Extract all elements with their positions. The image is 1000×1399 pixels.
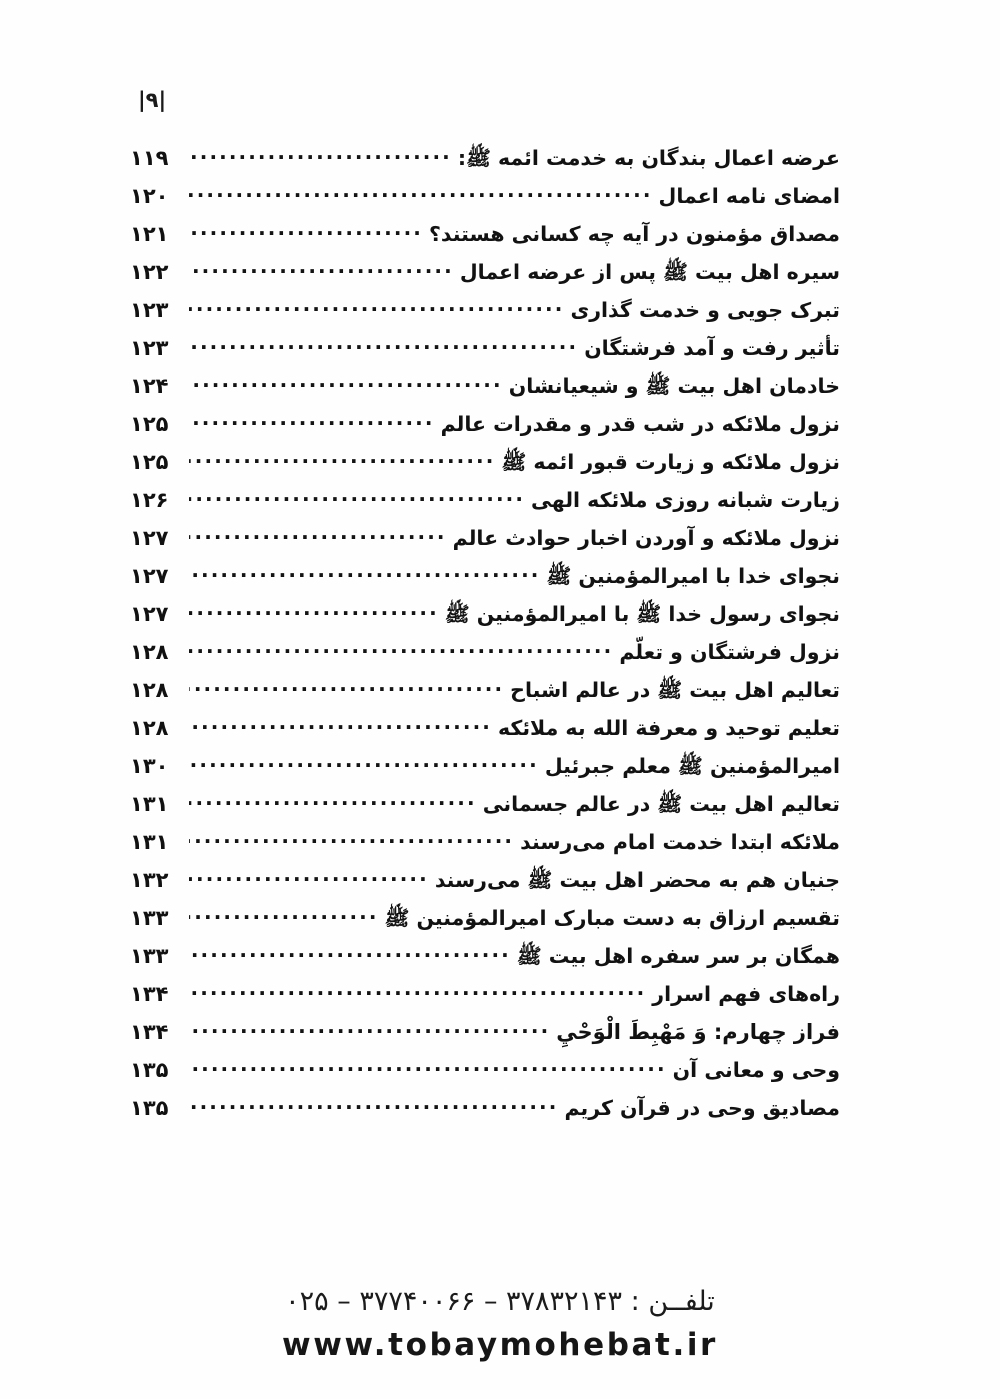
- toc-entry-page-number: ۱۲۸: [130, 640, 169, 664]
- toc-entry[interactable]: [130, 450, 840, 488]
- toc-entry[interactable]: [130, 298, 840, 336]
- toc-entry[interactable]: [130, 564, 840, 602]
- toc-entry[interactable]: [130, 184, 840, 222]
- toc-entry-title: نجوای خدا با امیرالمؤمنین ﷺ: [546, 564, 840, 588]
- toc-entry[interactable]: [130, 716, 840, 754]
- toc-entry-title: جنیان هم به محضر اهل بیت ﷺ می‌رسند: [434, 868, 840, 892]
- dot-leader: [189, 681, 504, 697]
- toc-entry-page-number: ۱۲۵: [130, 450, 169, 474]
- toc-entry-page-number: ۱۲۷: [130, 564, 169, 588]
- dot-leader: [189, 947, 511, 963]
- toc-entry-title: مصداق مؤمنون در آیه چه کسانی هستند؟: [428, 222, 840, 246]
- toc-entry-page-number: ۱۳۲: [130, 868, 169, 892]
- toc-entry-title: عرضه اعمال بندگان به خدمت ائمه ﷺ:: [457, 146, 840, 170]
- toc-entry-title: خادمان اهل بیت ﷺ و شیعیانشان: [508, 374, 840, 398]
- dot-leader: [189, 263, 454, 279]
- toc-entry-page-number: ۱۲۸: [130, 678, 169, 702]
- toc-entry-page-number: ۱۲۱: [130, 222, 169, 246]
- toc-entry[interactable]: [130, 678, 840, 716]
- dot-leader: [189, 339, 578, 355]
- toc-entry-title: تأثیر رفت و آمد فرشتگان: [584, 336, 840, 360]
- toc-entry-page-number: ۱۳۴: [130, 1020, 169, 1044]
- toc-entry-page-number: ۱۲۷: [130, 526, 169, 550]
- toc-entry[interactable]: [130, 1058, 840, 1096]
- dot-leader: [189, 643, 613, 659]
- toc-entry-title: زیارت شبانه روزی ملائکه الهی: [531, 488, 840, 512]
- toc-entry-page-number: ۱۲۳: [130, 298, 169, 322]
- toc-entry-title: فراز چهارم: وَ مَهْبِطَ الْوَحْيِ: [556, 1020, 840, 1044]
- dot-leader: [189, 415, 435, 431]
- toc-entry-title: امیرالمؤمنین ﷺ معلم جبرئیل: [544, 754, 840, 778]
- toc-entry-page-number: ۱۲۶: [130, 488, 169, 512]
- toc-entry-page-number: ۱۲۴: [130, 374, 169, 398]
- toc-entry[interactable]: [130, 792, 840, 830]
- toc-entry-title: نزول ملائکه در شب قدر و مقدرات عالم: [440, 412, 840, 436]
- toc-entry-page-number: ۱۲۵: [130, 412, 169, 436]
- toc-entry-page-number: ۱۳۴: [130, 982, 169, 1006]
- dot-leader: [189, 187, 653, 203]
- toc-entry-page-number: ۱۳۳: [130, 906, 169, 930]
- toc-entry[interactable]: [130, 1096, 840, 1134]
- dot-leader: [189, 567, 540, 583]
- toc-entry[interactable]: [130, 1020, 840, 1058]
- toc-entry-page-number: ۱۳۱: [130, 830, 169, 854]
- toc-entry-title: همگان بر سر سفره اهل بیت ﷺ: [516, 944, 840, 968]
- toc-entry[interactable]: [130, 640, 840, 678]
- toc-entry-page-number: ۱۳۰: [130, 754, 169, 778]
- toc-entry-page-number: ۱۳۵: [130, 1058, 169, 1082]
- dot-leader: [189, 719, 492, 735]
- toc-entry[interactable]: [130, 222, 840, 260]
- dot-leader: [189, 491, 525, 507]
- toc-entry-page-number: ۱۱۹: [130, 146, 169, 170]
- toc-entry-page-number: ۱۲۲: [130, 260, 169, 284]
- toc-entry-title: تعالیم اهل بیت ﷺ در عالم اشباح: [510, 678, 840, 702]
- toc-entry[interactable]: [130, 830, 840, 868]
- toc-entry[interactable]: [130, 906, 840, 944]
- toc-entry-title: ملائکه ابتدا خدمت امام می‌رسند: [520, 830, 840, 854]
- toc-entry-title: راه‌های فهم اسرار: [652, 982, 840, 1006]
- toc-entry-title: تقسیم ارزاق به دست مبارک امیرالمؤمنین ﷺ: [384, 906, 840, 930]
- dot-leader: [189, 1099, 558, 1115]
- toc-entry[interactable]: [130, 526, 840, 564]
- dot-leader: [189, 453, 495, 469]
- toc-entry[interactable]: [130, 374, 840, 412]
- toc-entry[interactable]: [130, 754, 840, 792]
- dot-leader: [189, 909, 379, 925]
- toc-entry-title: امضای نامه اعمال: [658, 184, 840, 208]
- dot-leader: [189, 149, 452, 165]
- toc-entry-title: وحی و معانی آن: [672, 1058, 840, 1082]
- toc-entry-title: نجوای رسول خدا ﷺ با امیرالمؤمنین ﷺ: [444, 602, 840, 626]
- toc-entry[interactable]: [130, 336, 840, 374]
- dot-leader: [189, 377, 503, 393]
- dot-leader: [189, 757, 539, 773]
- dot-leader: [189, 871, 429, 887]
- toc-entry[interactable]: [130, 602, 840, 640]
- toc-entry[interactable]: [130, 146, 840, 184]
- dot-leader: [189, 1023, 550, 1039]
- toc-entry[interactable]: [130, 868, 840, 906]
- toc-entry-page-number: ۱۲۷: [130, 602, 169, 626]
- toc-entry-title: نزول ملائکه و زیارت قبور ائمه ﷺ: [501, 450, 840, 474]
- dot-leader: [189, 605, 439, 621]
- toc-entry[interactable]: [130, 260, 840, 298]
- toc-entry-page-number: ۱۳۱: [130, 792, 169, 816]
- toc-entry-title: مصادیق وحی در قرآن کریم: [564, 1096, 840, 1120]
- page-footer: [0, 1286, 1000, 1363]
- toc-entry-title: نزول فرشتگان و تعلّم: [619, 640, 840, 664]
- footer-phone-number: تلفــن : ۳۷۸۳۲۱۴۳ – ۳۷۷۴۰۰۶۶ – ۰۲۵: [285, 1286, 715, 1317]
- dot-leader: [189, 529, 447, 545]
- toc-entry-page-number: ۱۳۵: [130, 1096, 169, 1120]
- toc-entry-title: تعالیم اهل بیت ﷺ در عالم جسمانی: [482, 792, 840, 816]
- toc-entry-title: تعلیم توحید و معرفة الله به ملائکه: [497, 716, 840, 740]
- dot-leader: [189, 301, 564, 317]
- toc-entry-page-number: ۱۲۸: [130, 716, 169, 740]
- toc-entry-page-number: ۱۲۰: [130, 184, 169, 208]
- toc-entry[interactable]: [130, 412, 840, 450]
- toc-entry-title: سیره اهل بیت ﷺ پس از عرضه اعمال: [459, 260, 840, 284]
- toc-entry[interactable]: [130, 944, 840, 982]
- table-of-contents: [130, 146, 840, 1134]
- dot-leader: [189, 833, 514, 849]
- dot-leader: [189, 1061, 667, 1077]
- page-number-marker: |۹|: [138, 88, 167, 112]
- toc-entry[interactable]: [130, 982, 840, 1020]
- footer-website-url[interactable]: www.tobaymohebat.ir: [282, 1327, 718, 1363]
- toc-entry-page-number: ۱۳۳: [130, 944, 169, 968]
- dot-leader: [189, 795, 477, 811]
- toc-entry-page-number: ۱۲۳: [130, 336, 169, 360]
- dot-leader: [189, 985, 646, 1001]
- toc-entry-title: نزول ملائکه و آوردن اخبار حوادث عالم: [452, 526, 840, 550]
- toc-entry[interactable]: [130, 488, 840, 526]
- dot-leader: [189, 225, 423, 241]
- toc-entry-title: تبرک جویی و خدمت گذاری: [570, 298, 840, 322]
